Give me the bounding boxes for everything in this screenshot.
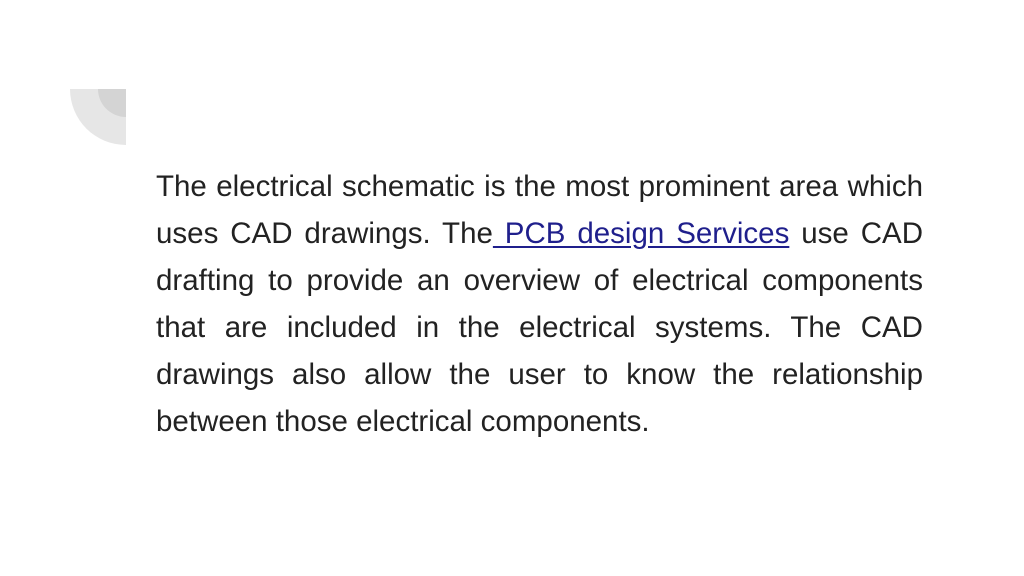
pcb-design-services-link[interactable]: PCB design Services xyxy=(492,217,790,250)
paragraph-text-after-link: use CAD drafting to provide an overview of electrical components that are included in the electrical systems. The CAD drawings also allow the user to know the relationship between those electrical components. xyxy=(156,217,923,438)
quarter-circle-decoration-icon xyxy=(70,89,126,145)
paragraph-text-before-link: The electrical schematic is the most prominent area which uses CAD drawings. The xyxy=(156,170,923,250)
body-paragraph xyxy=(156,163,923,445)
